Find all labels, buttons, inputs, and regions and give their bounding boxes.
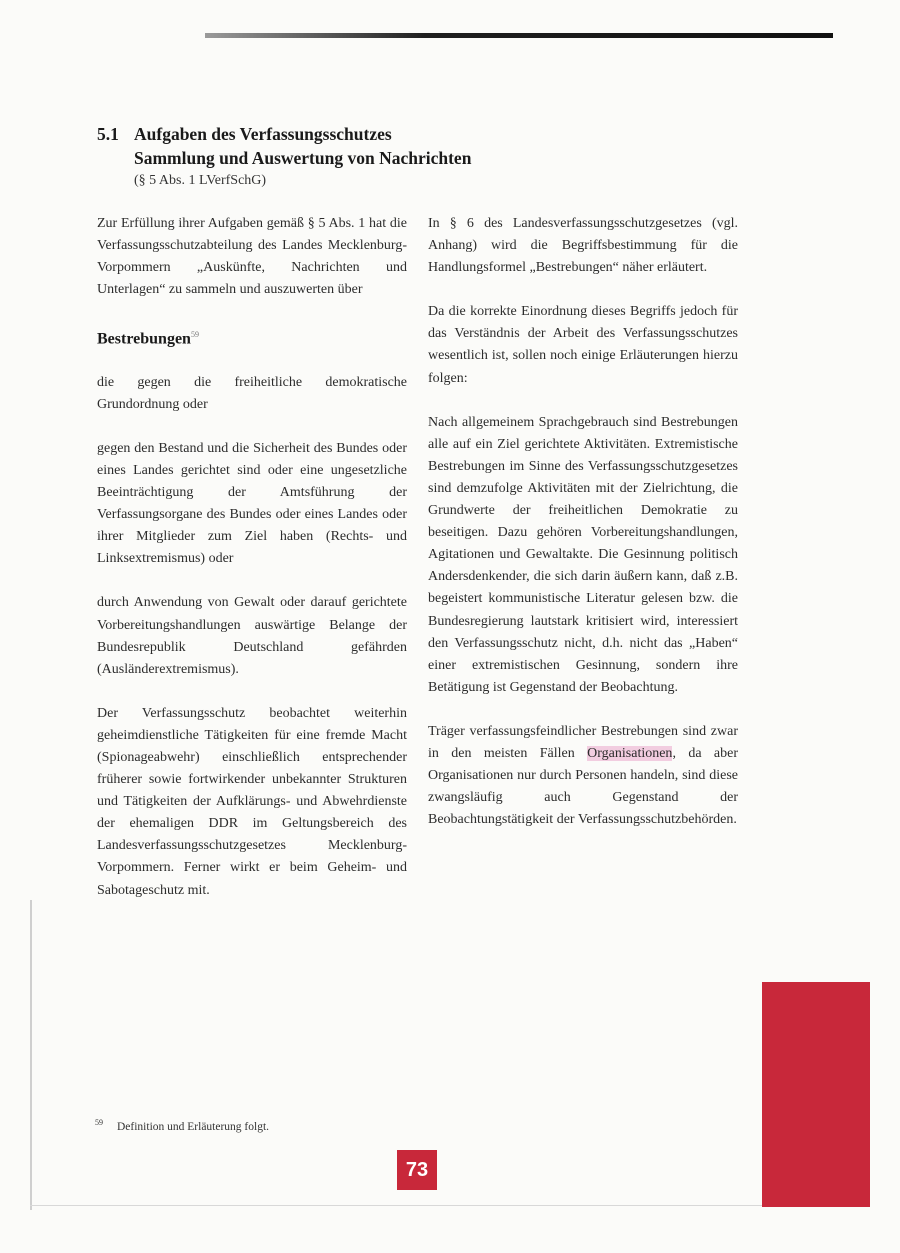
left-column — [97, 213, 407, 924]
chapter-tab-marker — [762, 982, 870, 1207]
section-heading — [97, 122, 697, 192]
paragraph: gegen den Bestand und die Sicherheit des Bundes oder eines Landes gerichtet sind oder eine ungesetzliche Beeinträchtigung der Amtsführung der Verfassungsorgane des Bundes oder eines Landes oder ihrer Mitglieder zum Ziel haben (Rechts- und Linksextremismus) oder — [97, 440, 407, 567]
scan-edge-left — [30, 900, 32, 1210]
subheading-bestrebungen: Bestrebungen$^{59}$ — [97, 330, 199, 348]
section-title-line2: Sammlung und Auswertung von Nachrichten — [134, 148, 472, 168]
footnote-reference: 59 — [190, 330, 199, 340]
paragraph: Der Verfassungsschutz beobachtet weiterhin geheimdienstliche Tätigkeiten für eine fremde Macht (Spionageabwehr) einschließlich entsprechender früherer sowie fortwirkender unbekannter Strukturen und Tätigkeiten der Aufklärungs- und Abwehrdienste der ehemaligen DDR im Geltungsbereich des Landesverfassungsschutzgesetzes Mecklenburg-Vorpommern. Ferner wirkt er beim Geheim- und Sabotageschutz mit. — [97, 705, 407, 898]
paragraph: durch Anwendung von Gewalt oder darauf gerichtete Vorbereitungshandlungen auswärtige Belange der Bundesrepublik Deutschland gefährden (Ausländerextremismus). — [97, 595, 407, 677]
paragraph: Da die korrekte Einordnung dieses Begriffs jedoch für das Verständnis der Arbeit des Verfassungsschutzes wesentlich ist, sollen noch einige Erläuterungen hierzu folgen: — [428, 304, 738, 386]
footnote-text: Definition und Erläuterung folgt. — [117, 1120, 270, 1133]
highlighted-word: Organisationen — [587, 745, 673, 761]
right-column — [428, 213, 738, 853]
scan-edge-bottom — [30, 1205, 870, 1206]
footnote — [95, 1118, 269, 1133]
paragraph: die gegen die freiheitliche demokratische Grundordnung oder — [97, 374, 407, 412]
top-rule — [205, 33, 833, 38]
section-number: 5.1 — [97, 124, 119, 144]
paragraph: In § 6 des Landesverfassungsschutzgesetzes (vgl. Anhang) wird die Begriffsbestimmung für die Handlungsformel „Bestrebungen“ näher erläutert. — [428, 216, 738, 276]
section-title-line1: Aufgaben des Verfassungsschutzes — [134, 124, 392, 144]
footnote-number: 59 — [95, 1118, 103, 1127]
legal-reference: (§ 5 Abs. 1 LVerfSchG) — [134, 173, 267, 188]
intro-paragraph: Zur Erfüllung ihrer Aufgaben gemäß § 5 Abs. 1 hat die Verfassungsschutzabteilung des Landes Mecklenburg-Vorpommern „Auskünfte, Nachrichten und Unterlagen“ zu sammeln und auszuwerten über — [97, 216, 407, 298]
paragraph: Nach allgemeinem Sprachgebrauch sind Bestrebungen alle auf ein Ziel gerichtete Aktivitäten. Extremistische Bestrebungen im Sinne des Verfassungsschutzgesetzes sind demzufolge Aktivitäten mit der Zielrichtung, die Grundwerte der freiheitlichen Demokratie zu beseitigen. Dazu gehören Vorbereitungshandlungen, Agitationen und Gewaltakte. Die Gesinnung politisch Andersdenkender, die sich darin äußern kann, daß z.B. begeistert kommunistische Literatur gelesen bzw. die Bundesregierung lautstark kritisiert wird, interessiert den Verfassungsschutz nicht, d.h. nicht das „Haben“ einer extremistischen Gesinnung, sondern ihre Betätigung ist Gegenstand der Beobachtung. — [428, 414, 738, 695]
page-number-badge: 73 — [397, 1150, 437, 1190]
paragraph: Träger verfassungsfeindlicher Bestrebungen sind zwar in den meisten Fällen Organisationen, da aber Organisationen nur durch Personen handeln, sind diese zwangsläufig auch Gegenstand der Beobachtungstätigkeit der Verfassungsschutzbehörden. — [428, 723, 738, 828]
